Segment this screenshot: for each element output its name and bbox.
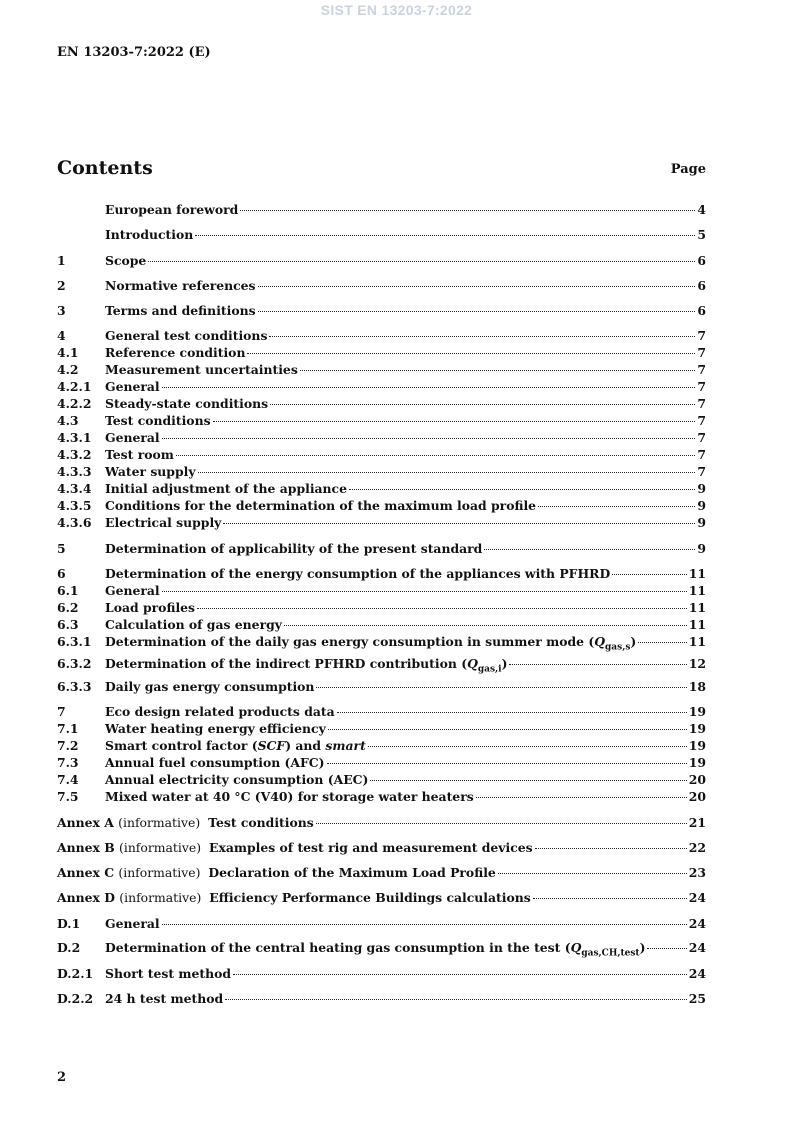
toc-entry-title: Initial adjustment of the appliance <box>105 481 347 496</box>
toc-entry-page: 7 <box>697 464 706 479</box>
toc-entry-title: Mixed water at 40 °C (V40) for storage water heaters <box>105 789 474 804</box>
toc-entry[interactable] <box>57 303 706 319</box>
toc-entry[interactable] <box>57 464 706 480</box>
annex-title: Efficiency Performance Buildings calculations <box>209 890 531 905</box>
dot-leader <box>484 549 695 550</box>
toc-entry[interactable] <box>57 755 706 771</box>
toc-entry-title: Daily gas energy consumption <box>105 679 315 694</box>
toc-entry-page: 24 <box>688 940 706 955</box>
toc-entry[interactable] <box>57 278 706 294</box>
annex-name: Annex A <box>57 815 114 830</box>
toc-entry-page: 12 <box>688 656 706 671</box>
dot-leader <box>337 712 687 713</box>
dot-leader <box>509 664 686 665</box>
toc-entry[interactable] <box>57 202 706 218</box>
toc-entry-number: 6 <box>57 566 66 581</box>
toc-entry-number: 4.3.6 <box>57 515 92 530</box>
toc-entry-title: Water supply <box>105 464 196 479</box>
toc-entry-number: 7 <box>57 704 66 719</box>
toc-entry-page: 25 <box>688 991 706 1006</box>
page-number: 2 <box>57 1070 67 1085</box>
annex-label <box>57 865 200 881</box>
dot-leader <box>476 797 687 798</box>
toc-entry-title: General <box>105 583 160 598</box>
toc-entry-page: 24 <box>688 890 706 905</box>
toc-entry-number: 7.1 <box>57 721 79 736</box>
toc-entry-page: 22 <box>688 840 706 855</box>
toc-entry-page: 11 <box>688 600 706 615</box>
toc-entry-number: 7.2 <box>57 738 79 753</box>
toc-entry[interactable] <box>57 634 706 653</box>
formula-symbol: Q <box>467 656 478 671</box>
toc-entry-page: 9 <box>697 541 706 556</box>
formula-symbol: Q <box>570 940 582 955</box>
toc-entry-title: Calculation of gas energy <box>105 617 282 632</box>
dot-leader <box>284 625 687 626</box>
toc-entry-page: 21 <box>688 815 706 830</box>
toc-entry-page: 6 <box>697 253 706 268</box>
toc-entry-page: 5 <box>697 227 706 242</box>
toc-entry[interactable] <box>57 227 706 243</box>
annex-name: Annex D <box>57 890 115 905</box>
toc-entry-number: D.2.2 <box>57 991 94 1006</box>
formula-subscript: gas,s <box>605 642 631 653</box>
toc-entry-page: 9 <box>697 515 706 530</box>
toc-entry-page: 9 <box>697 481 706 496</box>
document-id: EN 13203-7:2022 (E) <box>57 45 211 60</box>
toc-entry[interactable] <box>57 583 706 599</box>
toc-entry[interactable] <box>57 966 706 982</box>
toc-annex[interactable] <box>57 890 706 906</box>
toc-entry-title: Determination of the indirect PFHRD contribution $(Q_{gas,i})$ <box>105 656 508 675</box>
annex-name: Annex C <box>57 865 115 880</box>
formula-suffix: ) <box>501 656 508 671</box>
toc-entry[interactable] <box>57 721 706 737</box>
dot-leader <box>195 235 695 236</box>
toc-entry-page: 20 <box>688 772 706 787</box>
dot-leader <box>328 729 687 730</box>
toc-entry[interactable] <box>57 600 706 616</box>
page-column-label: Page <box>670 162 706 177</box>
toc-entry-page: 11 <box>688 583 706 598</box>
toc-entry-title: Measurement uncertainties <box>105 362 298 377</box>
toc-annex[interactable] <box>57 815 706 831</box>
toc-entry[interactable] <box>57 566 706 582</box>
toc-entry-number: 4.2.1 <box>57 379 92 394</box>
toc-entry-page: 19 <box>688 704 706 719</box>
annex-label <box>57 840 201 856</box>
dot-leader <box>258 311 696 312</box>
toc-entry[interactable] <box>57 413 706 429</box>
toc-entry[interactable] <box>57 738 706 754</box>
toc-entry-number: 4.3 <box>57 413 79 428</box>
toc-entry-title: Determination of the energy consumption of the appliances with PFHRD <box>105 566 611 581</box>
toc-entry-number: 4.1 <box>57 345 79 360</box>
toc-entry-title: Load profiles <box>105 600 196 615</box>
dot-leader <box>270 404 695 405</box>
dot-leader <box>162 924 687 925</box>
toc-entry-title: Annual electricity consumption (AEC) <box>105 772 369 787</box>
toc-entry-title: Test room <box>105 447 174 462</box>
dot-leader <box>225 999 687 1000</box>
toc-entry[interactable] <box>57 328 706 344</box>
toc-entry-page: 7 <box>697 379 706 394</box>
toc-entry-number: D.2 <box>57 940 81 955</box>
toc-entry[interactable] <box>57 430 706 446</box>
toc-entry-title: Steady-state conditions <box>105 396 269 411</box>
toc-entry-title: 24 h test method <box>105 991 224 1006</box>
toc-entry-title: Electrical supply <box>105 515 222 530</box>
toc-entry-number: 6.3.1 <box>57 634 92 649</box>
dot-leader <box>176 455 696 456</box>
toc-entry[interactable] <box>57 541 706 557</box>
toc-annex[interactable] <box>57 865 706 881</box>
toc-entry-title: General <box>105 916 160 931</box>
dot-leader <box>148 261 695 262</box>
toc-entry[interactable] <box>57 481 706 497</box>
toc-entry-title: Test conditions <box>105 413 211 428</box>
toc-entry-page: 18 <box>688 679 706 694</box>
dot-leader <box>162 591 687 592</box>
toc-entry-number: 4.3.5 <box>57 498 92 513</box>
toc-entry-title: Water heating energy efficiency <box>105 721 326 736</box>
toc-entry-number: 4 <box>57 328 66 343</box>
toc-entry-number: 4.2 <box>57 362 79 377</box>
toc-entry-page: 6 <box>697 303 706 318</box>
toc-entry-title: Conditions for the determination of the maximum load profile <box>105 498 537 513</box>
annex-title: Declaration of the Maximum Load Profile <box>208 865 496 880</box>
toc-entry-page: 20 <box>688 789 706 804</box>
toc-entry-page: 7 <box>697 447 706 462</box>
toc-entry[interactable] <box>57 447 706 463</box>
annex-title: Test conditions <box>208 815 314 830</box>
toc-entry[interactable] <box>57 991 706 1007</box>
formula-suffix: ) <box>639 940 646 955</box>
dot-leader <box>269 336 695 337</box>
dot-leader <box>247 353 695 354</box>
dot-leader <box>240 210 695 211</box>
toc-entry-number: 6.1 <box>57 583 79 598</box>
toc-entry[interactable] <box>57 940 706 959</box>
toc-entry-page: 19 <box>688 721 706 736</box>
toc-entry[interactable] <box>57 379 706 395</box>
toc-entry-title: Smart control factor (SCF) and smart <box>105 738 366 753</box>
formula-suffix: ) <box>630 634 637 649</box>
annex-title: Examples of test rig and measurement devices <box>209 840 533 855</box>
toc-entry-number: 4.3.2 <box>57 447 92 462</box>
toc-entry-title: Terms and definitions <box>105 303 256 318</box>
toc-entry-page: 7 <box>697 345 706 360</box>
toc-entry-page: 19 <box>688 738 706 753</box>
dot-leader <box>316 823 687 824</box>
toc-entry-title: Short test method <box>105 966 232 981</box>
toc-entry-page: 19 <box>688 755 706 770</box>
dot-leader <box>368 746 687 747</box>
toc-entry-number: 5 <box>57 541 66 556</box>
contents-title: Contents <box>57 157 153 179</box>
toc-entry-number: D.2.1 <box>57 966 94 981</box>
toc-entry-number: D.1 <box>57 916 81 931</box>
toc-entry-title: General <box>105 430 160 445</box>
dot-leader <box>535 848 687 849</box>
toc-entry-number: 6.3 <box>57 617 79 632</box>
dot-leader <box>538 506 695 507</box>
annex-informative: (informative) <box>119 890 202 905</box>
toc-entry-page: 4 <box>697 202 706 217</box>
toc-entry-page: 11 <box>688 617 706 632</box>
dot-leader <box>213 421 696 422</box>
dot-leader <box>612 574 687 575</box>
toc-entry[interactable] <box>57 772 706 788</box>
toc-entry-title: Introduction <box>105 227 194 242</box>
annex-informative: (informative) <box>119 840 202 855</box>
toc-entry-title: General test conditions <box>105 328 268 343</box>
toc-entry-page: 7 <box>697 413 706 428</box>
dot-leader <box>638 642 686 643</box>
toc-entry[interactable] <box>57 679 706 695</box>
toc-entry-page: 6 <box>697 278 706 293</box>
dot-leader <box>498 873 687 874</box>
toc-entry[interactable] <box>57 362 706 378</box>
toc-entry[interactable] <box>57 789 706 805</box>
toc-entry-title: Normative references <box>105 278 256 293</box>
dot-leader <box>258 286 696 287</box>
toc-entry-number: 3 <box>57 303 66 318</box>
toc-entry-number: 4.2.2 <box>57 396 92 411</box>
annex-label <box>57 815 200 831</box>
toc-entry-title: Determination of applicability of the present standard <box>105 541 483 556</box>
toc-heading <box>57 157 706 183</box>
toc-entry-title: Scope <box>105 253 147 268</box>
toc-entry-page: 24 <box>688 916 706 931</box>
dot-leader <box>162 387 696 388</box>
dot-leader <box>370 780 686 781</box>
formula-subscript: gas,i <box>477 664 502 675</box>
toc-entry-number: 7.5 <box>57 789 79 804</box>
toc-entry[interactable] <box>57 396 706 412</box>
watermark: SIST EN 13203-7:2022 <box>320 2 473 18</box>
annex-label <box>57 890 201 906</box>
toc-entry[interactable] <box>57 656 706 675</box>
dot-leader <box>162 438 696 439</box>
toc-entry-title: Determination of the central heating gas consumption in the test $(Q_{gas,CH,test})$ <box>105 940 646 959</box>
toc-entry[interactable] <box>57 617 706 633</box>
formula-symbol: Q <box>594 634 606 649</box>
toc-entry-number: 6.3.3 <box>57 679 92 694</box>
annex-informative: (informative) <box>118 865 201 880</box>
dot-leader <box>300 370 696 371</box>
toc-entry-page: 7 <box>697 362 706 377</box>
toc-entry-title: General <box>105 379 160 394</box>
toc-entry-title: Determination of the daily gas energy consumption in summer mode $(Q_{gas,s})$ <box>105 634 637 653</box>
dot-leader <box>349 489 695 490</box>
toc-entry-page: 7 <box>697 430 706 445</box>
dot-leader <box>197 608 687 609</box>
dot-leader <box>233 974 687 975</box>
dot-leader <box>316 687 686 688</box>
toc-entry-number: 2 <box>57 278 66 293</box>
dot-leader <box>327 763 687 764</box>
toc-entry-number: 6.3.2 <box>57 656 92 671</box>
toc-entry-title: Annual fuel consumption (AFC) <box>105 755 325 770</box>
toc-entry-page: 23 <box>688 865 706 880</box>
dot-leader <box>198 472 696 473</box>
toc-entry[interactable] <box>57 498 706 514</box>
toc-entry-page: 24 <box>688 966 706 981</box>
toc-entry-page: 11 <box>688 566 706 581</box>
toc-entry-number: 1 <box>57 253 66 268</box>
toc-entry-number: 4.3.3 <box>57 464 92 479</box>
toc-entry-number: 7.4 <box>57 772 79 787</box>
toc-entry-page: 9 <box>697 498 706 513</box>
toc-entry-number: 4.3.1 <box>57 430 92 445</box>
toc-entry[interactable] <box>57 916 706 932</box>
toc-entry-number: 7.3 <box>57 755 79 770</box>
toc-entry[interactable] <box>57 704 706 720</box>
toc-entry-number: 6.2 <box>57 600 79 615</box>
toc-entry[interactable] <box>57 515 706 531</box>
toc-entry[interactable] <box>57 345 706 361</box>
toc-entry-number: 4.3.4 <box>57 481 92 496</box>
toc-entry-page: 7 <box>697 328 706 343</box>
dot-leader <box>647 948 686 949</box>
toc-entry-title: Eco design related products data <box>105 704 335 719</box>
toc-entry-title: Reference condition <box>105 345 246 360</box>
toc-entry-page: 11 <box>688 634 706 649</box>
toc-entry-page: 7 <box>697 396 706 411</box>
formula-subscript: gas,CH,test <box>581 948 640 959</box>
dot-leader <box>533 898 687 899</box>
toc-entry-title: European foreword <box>105 202 239 217</box>
toc-annex[interactable] <box>57 840 706 856</box>
annex-informative: (informative) <box>118 815 201 830</box>
toc-entry[interactable] <box>57 253 706 269</box>
dot-leader <box>223 523 695 524</box>
annex-name: Annex B <box>57 840 115 855</box>
